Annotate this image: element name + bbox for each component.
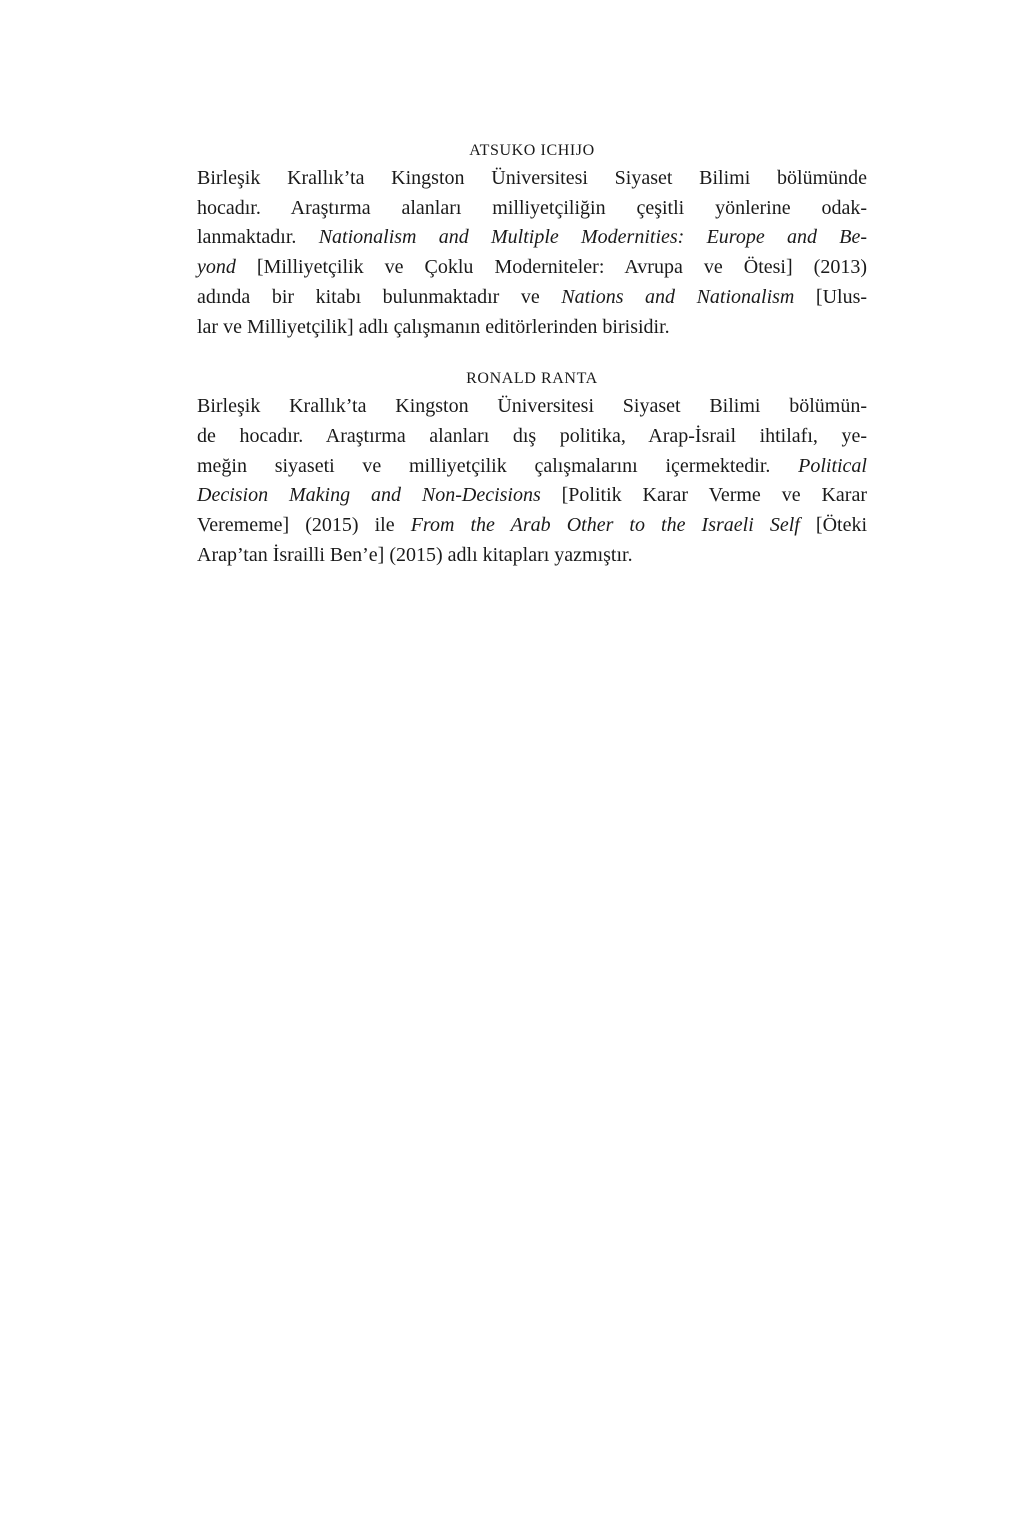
text-segment: Birleşik Krallık’ta Kingston Üniversitesi Siyaset Bilimi bölümün- — [197, 395, 867, 418]
text-segment: de hocadır. Araştırma alanları dış politika, Arap-İsrail ihtilafı, ye- — [197, 424, 867, 447]
text-segment: meğin siyaseti ve milliyetçilik çalışmalarını içermektedir. — [197, 454, 799, 477]
book-title: Decision Making and Non-Decisions — [197, 484, 541, 507]
bio-name: RONALD RANTA — [466, 370, 598, 388]
text-line — [197, 253, 867, 283]
page-content — [197, 138, 867, 594]
bio-text — [197, 392, 867, 570]
text-segment: Birleşik Krallık’ta Kingston Üniversitesi Siyaset Bilimi bölümünde — [197, 167, 867, 189]
book-title: From the Arab Other to the Israeli Self — [410, 514, 800, 537]
text-line — [197, 392, 867, 422]
book-title: Nations and Nationalism — [561, 285, 795, 308]
book-title: Nationalism and Multiple Modernities: Europe and Be- — [318, 226, 867, 249]
book-title: Political — [798, 454, 867, 477]
text-segment: [Öteki — [799, 514, 868, 537]
text-segment: Verememe] (2015) ile — [197, 514, 411, 537]
text-line — [197, 194, 867, 224]
text-line — [197, 164, 867, 194]
text-segment: hocadır. Araştırma alanları milliyetçiliğin çeşitli yönlerine odak- — [197, 196, 867, 219]
bio-ronald-ranta — [197, 366, 867, 570]
book-title: yond — [197, 256, 236, 279]
text-line — [197, 511, 867, 541]
text-segment: Arap’tan İsrailli Ben’e] (2015) adlı kitapları yazmıştır. — [197, 543, 633, 566]
text-segment: [Politik Karar Verme ve Karar — [540, 484, 867, 507]
bio-atsuko-ichijo — [197, 138, 867, 342]
text-line — [197, 223, 867, 253]
text-line — [197, 481, 867, 511]
text-segment: adında bir kitabı bulunmaktadır ve — [197, 285, 562, 308]
text-line — [197, 283, 867, 313]
bio-name: ATSUKO ICHIJO — [469, 142, 595, 159]
text-segment: [Ulus- — [794, 285, 868, 308]
text-line — [197, 541, 867, 571]
text-line — [197, 452, 867, 482]
text-segment: lanmaktadır. — [197, 226, 319, 249]
bio-text — [197, 164, 867, 342]
text-line — [197, 313, 867, 343]
text-line — [197, 422, 867, 452]
text-segment: [Milliyetçilik ve Çoklu Moderniteler: Avrupa ve Ötesi] (2013) — [235, 256, 867, 279]
text-segment: lar ve Milliyetçilik] adlı çalışmanın editörlerinden birisidir. — [197, 315, 670, 338]
